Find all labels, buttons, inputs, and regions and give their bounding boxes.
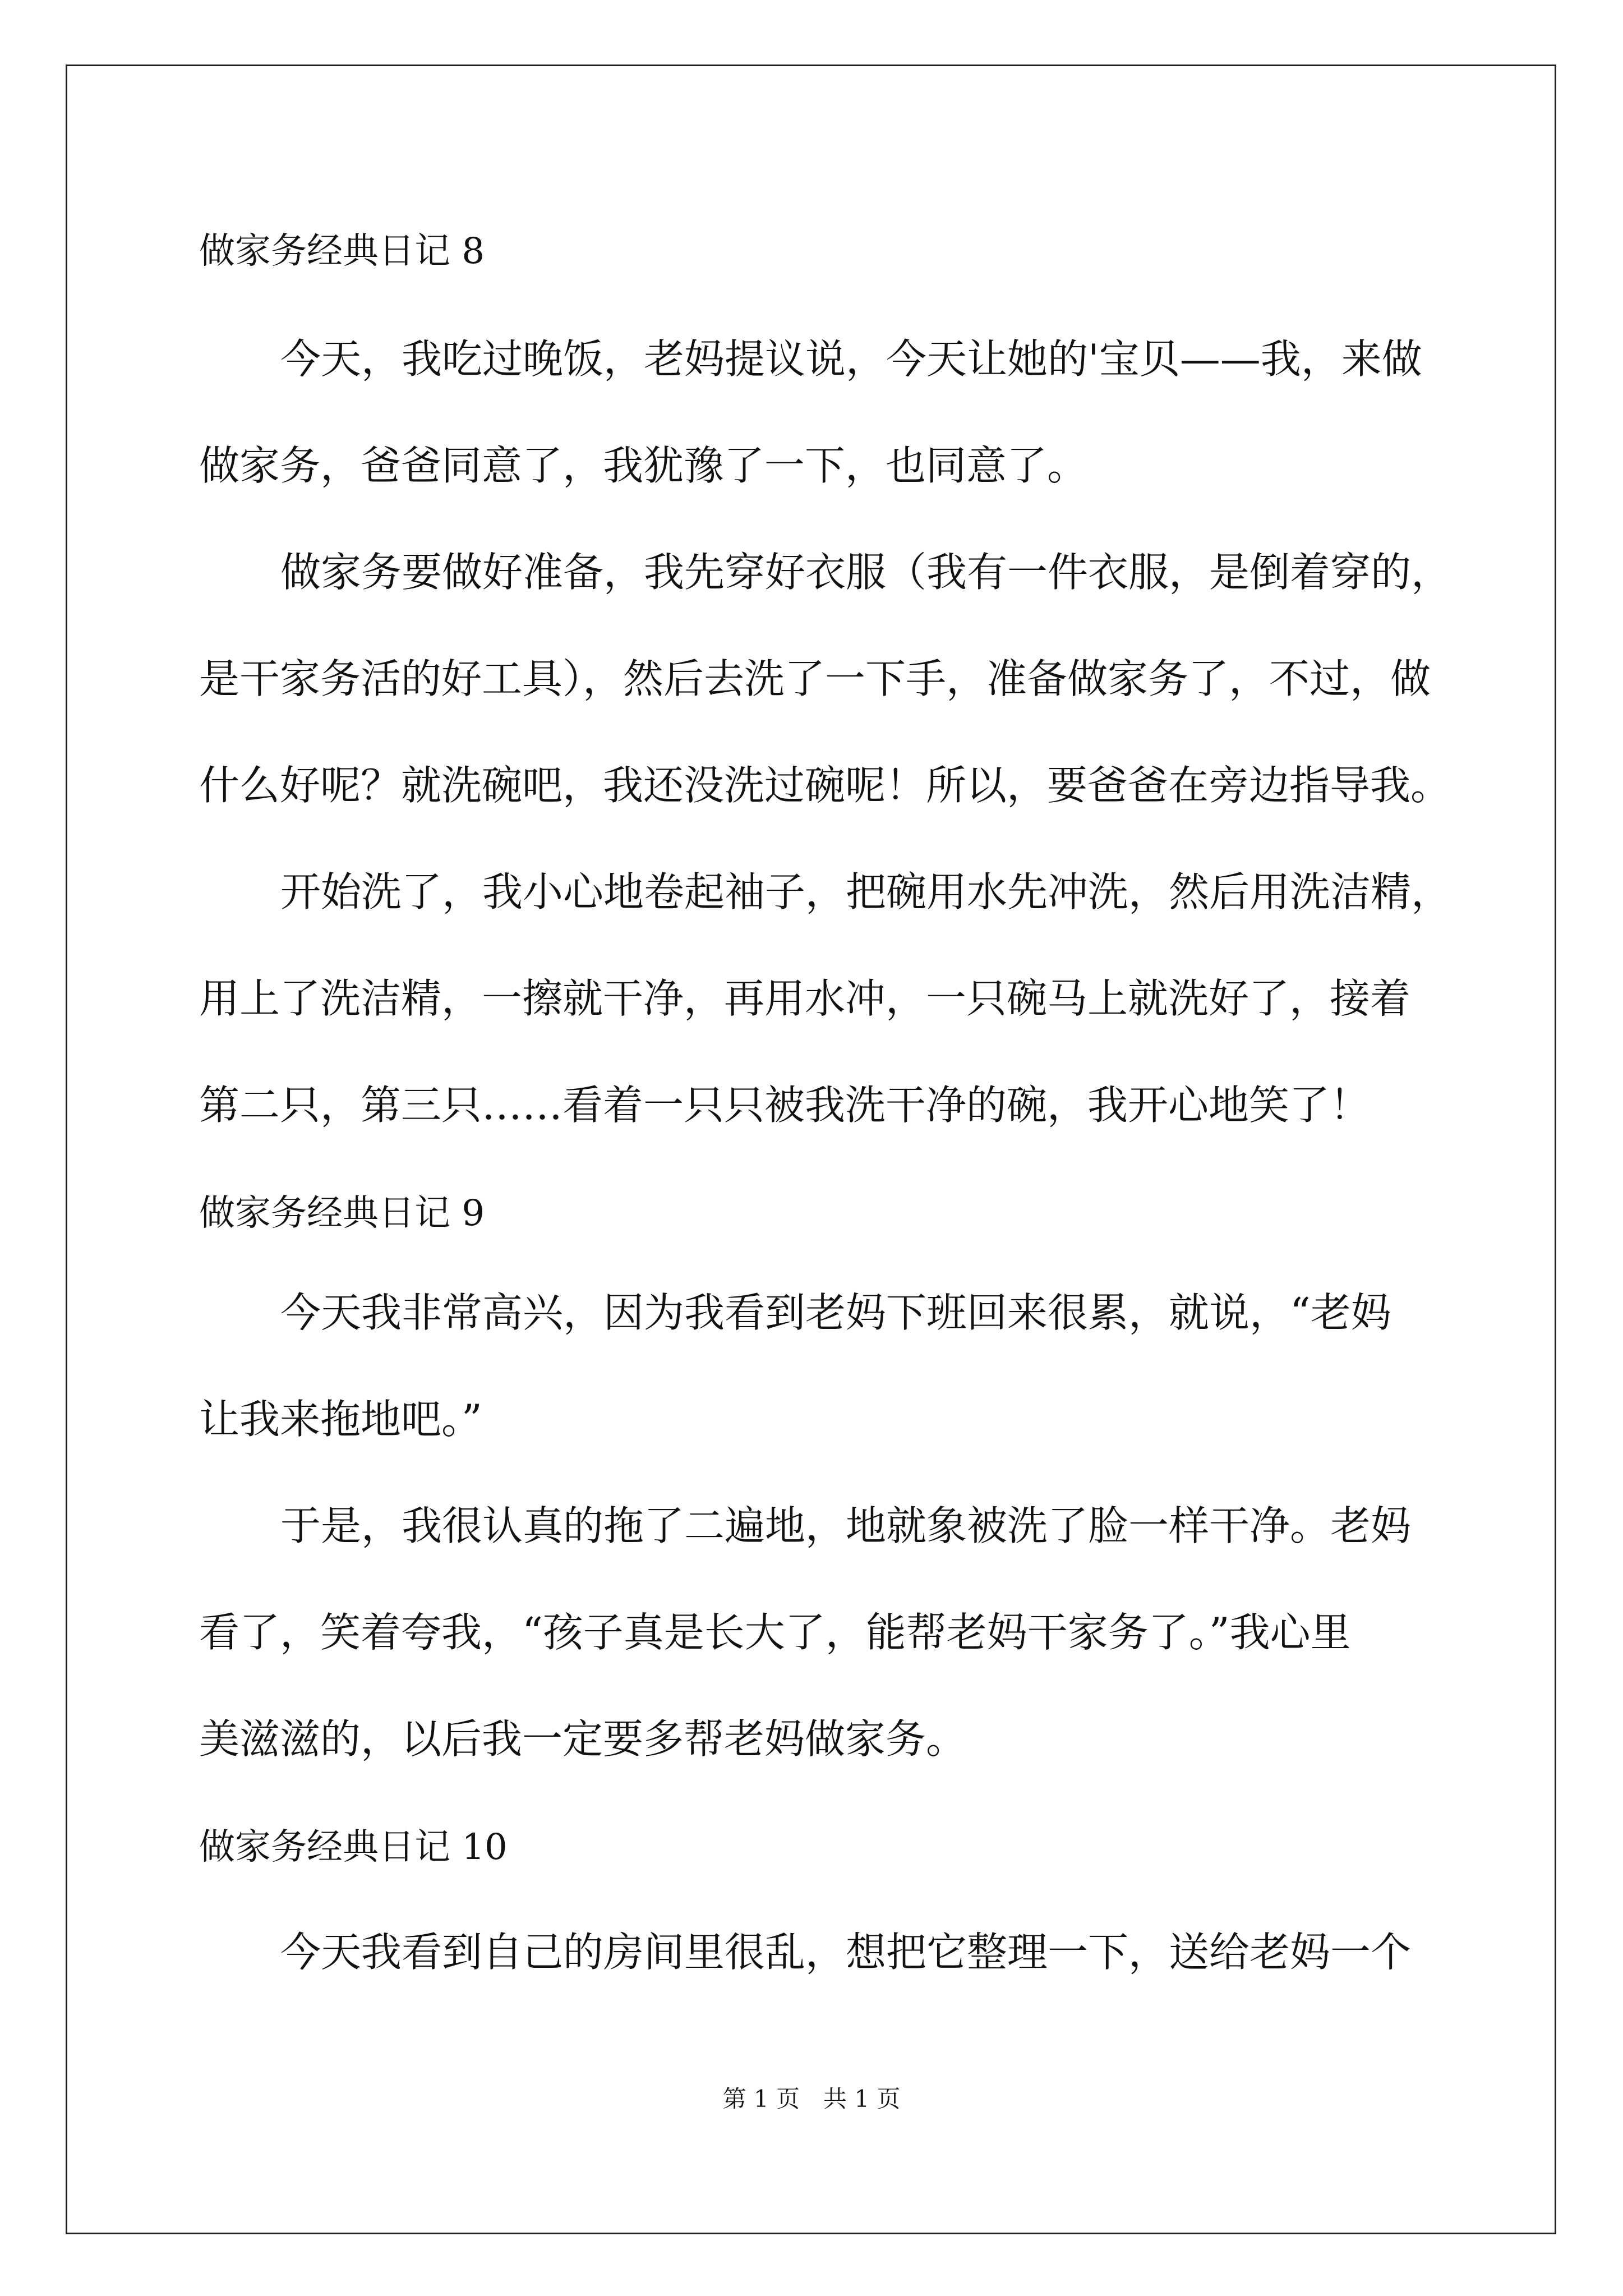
- paragraph-line: 今天我看到自己的房间里很乱，想把它整理一下，送给老妈一个: [280, 1929, 1412, 1976]
- section-title-10: 做家务经典日记 10: [199, 1826, 508, 1868]
- page-border: [66, 65, 1556, 2234]
- paragraph-line: 看了，笑着夸我，“孩子真是长大了，能帮老妈干家务了。”我心里: [199, 1609, 1351, 1656]
- paragraph-line: 美滋滋的，以后我一定要多帮老妈做家务。: [199, 1715, 967, 1763]
- paragraph-line: 今天，我吃过晚饭，老妈提议说，今天让她的'宝贝——我，来做: [280, 335, 1422, 383]
- paragraph-line: 让我来拖地吧。”: [199, 1396, 482, 1443]
- paragraph-line: 做家务，爸爸同意了，我犹豫了一下，也同意了。: [199, 442, 1088, 489]
- paragraph-line: 用上了洗洁精，一擦就干净，再用水冲，一只碗马上就洗好了，接着: [199, 975, 1411, 1022]
- paragraph-line: 今天我非常高兴，因为我看到老妈下班回来很累，就说，“老妈: [280, 1289, 1391, 1336]
- section-title-9: 做家务经典日记 9: [199, 1193, 485, 1234]
- paragraph-line: 开始洗了，我小心地卷起袖子，把碗用水先冲洗，然后用洗洁精，: [280, 868, 1452, 915]
- paragraph-line: 第二只，第三只……看着一只只被我洗干净的碗，我开心地笑了！: [199, 1082, 1371, 1129]
- paragraph-line: 什么好呢？就洗碗吧，我还没洗过碗呢！所以，要爸爸在旁边指导我。: [199, 762, 1451, 809]
- paragraph-line: 于是，我很认真的拖了二遍地，地就象被洗了脸一样干净。老妈: [280, 1502, 1412, 1549]
- paragraph-line: 是干家务活的好工具），然后去洗了一下手，准备做家务了，不过，做: [199, 655, 1431, 702]
- paragraph-line: 做家务要做好准备，我先穿好衣服（我有一件衣服，是倒着穿的，: [280, 549, 1452, 596]
- section-title-8: 做家务经典日记 8: [199, 231, 485, 272]
- page-number-footer: 第 1 页 共 1 页: [722, 2085, 901, 2113]
